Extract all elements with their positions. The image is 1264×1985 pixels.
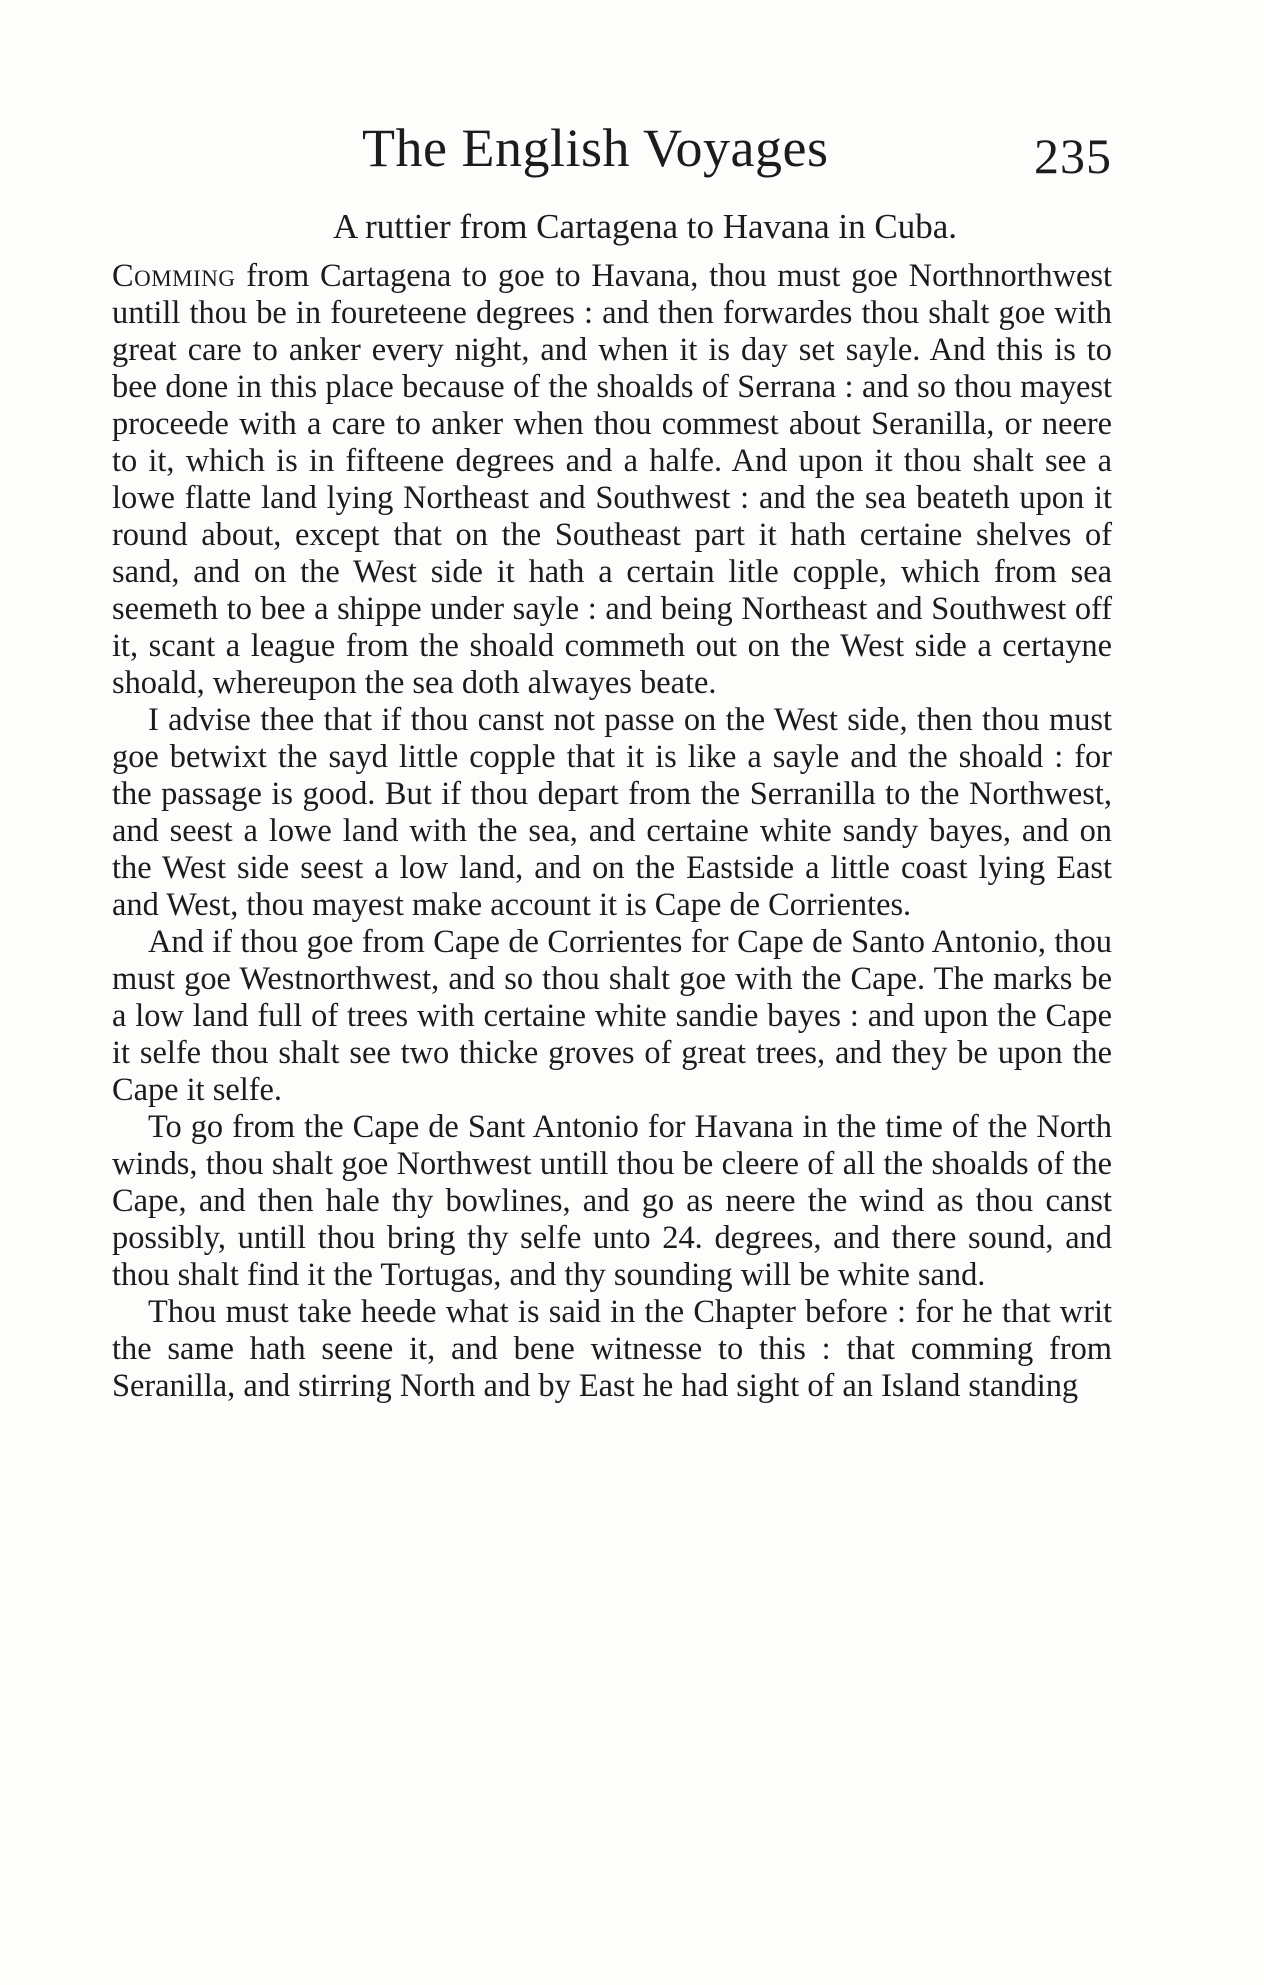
section-heading: A ruttier from Cartagena to Havana in Cuba.	[333, 207, 957, 246]
paragraph-3: And if thou goe from Cape de Corrientes for Cape de Santo Antonio, thou must goe Westnorthwest, and so thou shalt goe with the Cape. The marks be a low land full of trees with certaine white sandie bayes : and upon the Cape it selfe thou shalt see two thicke groves of great trees, and they be upon the Cape it selfe.	[112, 924, 1112, 1108]
paragraph-5: Thou must take heede what is said in the Chapter before : for he that writ the same hath seene it, and bene witnesse to this : that comming from Seranilla, and stirring North and by East he had sight of an Island standing	[112, 1294, 1112, 1404]
paragraph-1	[112, 258, 1112, 702]
paragraph-4: To go from the Cape de Sant Antonio for Havana in the time of the North winds, thou shalt goe Northwest untill thou be cleere of all the shoalds of the Cape, and then hale thy bowlines, and go as neere the wind as thou canst possibly, untill thou bring thy selfe unto 24. degrees, and there sound, and thou shalt find it the Tortugas, and thy sounding will be white sand.	[112, 1109, 1112, 1293]
paragraph-1-lead: Comming	[112, 258, 236, 294]
paragraph-1-text: from Cartagena to goe to Havana, thou must goe Northnorthwest untill thou be in foureteene degrees : and then forwardes thou shalt goe with great care to anker every night, and when it is day set sayle. And this is to bee done in this place because of the shoalds of Serrana : and so thou mayest proceede with a care to anker when thou commest about Seranilla, or neere to it, which is in fifteene degrees and a halfe. And upon it thou shalt see a lowe flatte land lying Northeast and Southwest : and the sea beateth upon it round about, except that on the Southeast part it hath certaine shelves of sand, and on the West side it hath a certain litle copple, which from sea seemeth to bee a shippe under sayle : and being Northeast and Southwest off it, scant a league from the shoald commeth out on the West side a certayne shoald, whereupon the sea doth alwayes beate.	[112, 258, 1112, 701]
paragraph-2: I advise thee that if thou canst not passe on the West side, then thou must goe betwixt the sayd little copple that it is like a sayle and the shoald : for the passage is good. But if thou depart from the Serranilla to the Northwest, and seest a lowe land with the sea, and certaine white sandy bayes, and on the West side seest a low land, and on the Eastside a little coast lying East and West, thou mayest make account it is Cape de Corrientes.	[112, 702, 1112, 923]
page-number: 235	[1034, 128, 1112, 184]
body-text	[112, 258, 1112, 1405]
running-title: The English Voyages	[362, 118, 829, 178]
running-head	[112, 118, 1112, 188]
